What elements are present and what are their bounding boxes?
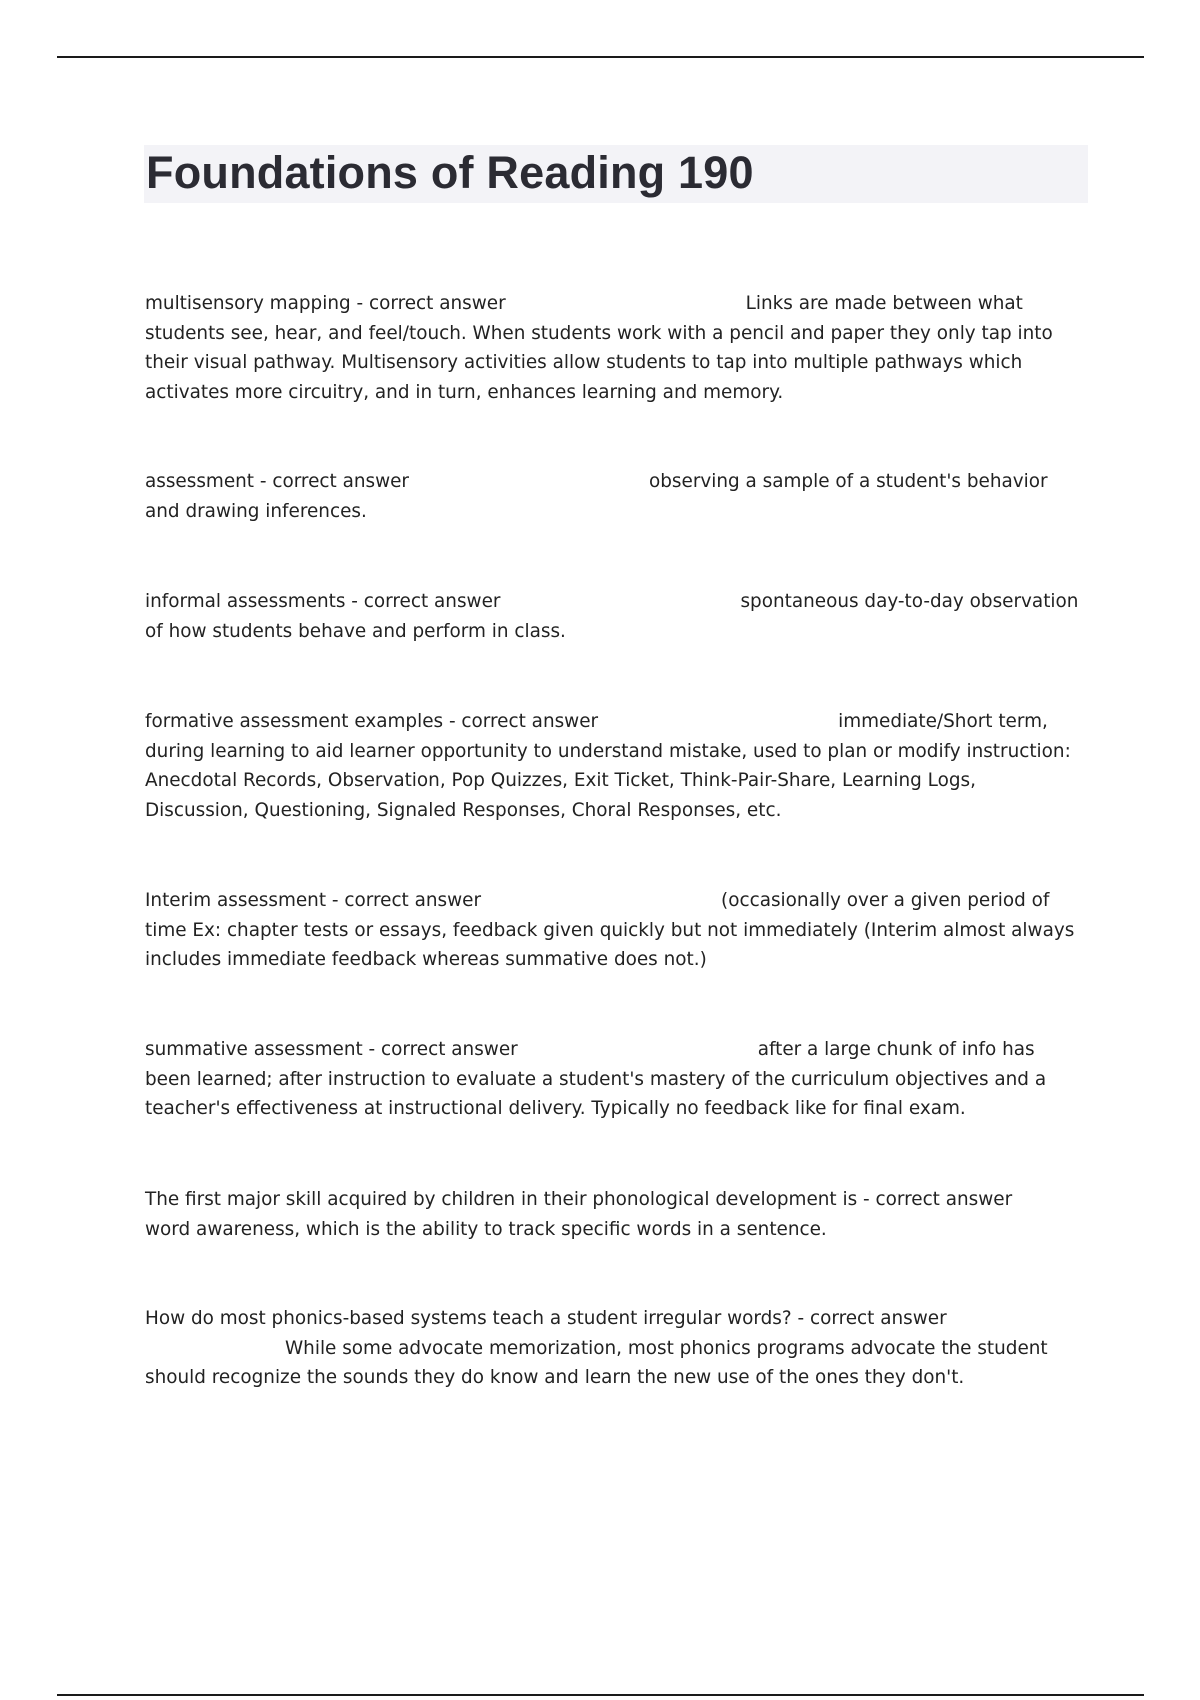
flashcard-term: summative assessment - correct answer	[145, 1039, 518, 1060]
flashcard	[145, 289, 1085, 407]
flashcard-term: assessment - correct answer	[145, 471, 409, 492]
page-title: Foundations of Reading 190	[146, 147, 754, 198]
flashcard	[145, 467, 1085, 526]
flashcard-definition: observing a sample of a student's behavior and drawing inferences.	[145, 471, 1048, 522]
flashcard-definition: after a large chunk of info has been learned; after instruction to evaluate a student's mastery of the curriculum objectives and a teacher's effectiveness at instructional delivery. Typically no feedback like for final exam.	[145, 1039, 1047, 1119]
bottom-rule	[57, 1694, 1144, 1696]
flashcard-definition: word awareness, which is the ability to track specific words in a sentence.	[145, 1218, 827, 1240]
flashcard-definition: immediate/Short term, during learning to aid learner opportunity to understand mistake, used to plan or modify instruction: Anecdotal Records, Observation, Pop Quizzes, Exit Ticket, Think-Pair-Share, Learning Logs, Discussion, Questioning, Signaled Responses, Choral Responses, etc.	[145, 711, 1071, 821]
flashcard	[145, 886, 1085, 975]
top-rule	[57, 56, 1144, 58]
flashcard	[145, 1304, 1085, 1393]
flashcard	[145, 1185, 1085, 1244]
flashcard-definition: (occasionally over a given period of time Ex: chapter tests or essays, feedback given quickly but not immediately (Interim almost always includes immediate feedback whereas summative does not.)	[145, 890, 1075, 970]
flashcard-term: informal assessments - correct answer	[145, 591, 501, 612]
flashcard-term: multisensory mapping - correct answer	[145, 293, 506, 314]
flashcard	[145, 707, 1085, 825]
flashcard-term: formative assessment examples - correct answer	[145, 711, 599, 732]
flashcard-term: Interim assessment - correct answer	[145, 890, 482, 911]
flashcard-definition: Links are made between what students see, hear, and feel/touch. When students work with a pencil and paper they only tap into their visual pathway. Multisensory activities allow students to tap into multiple pathways which activates more circuitry, and in turn, enhances learning and memory.	[145, 293, 1053, 403]
flashcard	[145, 1035, 1085, 1124]
flashcard-term: The first major skill acquired by children in their phonological development is - correct answer	[145, 1189, 1013, 1210]
flashcard-definition: While some advocate memorization, most phonics programs advocate the student should recognize the sounds they do know and learn the new use of the ones they don't.	[145, 1337, 1048, 1388]
flashcard-term: How do most phonics-based systems teach a student irregular words? - correct answer	[145, 1308, 947, 1329]
flashcard-definition: spontaneous day-to-day observation of how students behave and perform in class.	[145, 591, 1079, 642]
flashcard	[145, 587, 1085, 646]
